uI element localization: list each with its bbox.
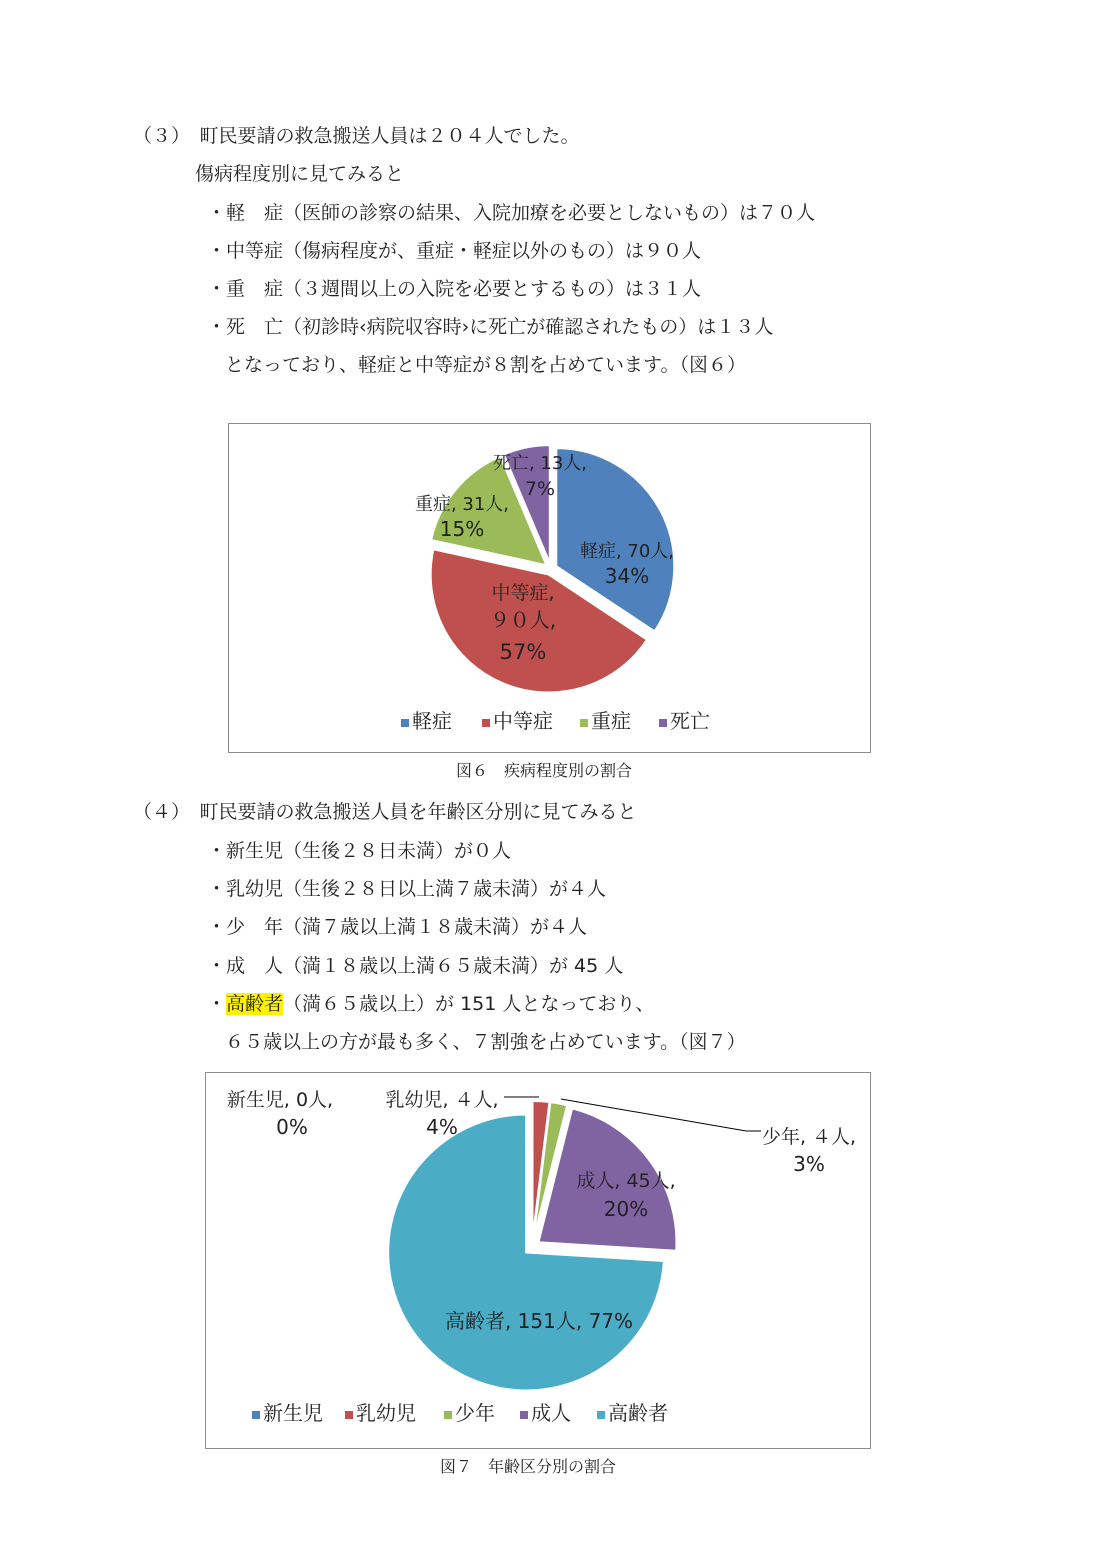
fig6-legend-label-軽症: 軽症: [412, 709, 452, 733]
fig7-label-infant-1: 乳幼児, ４人,: [385, 1089, 499, 1111]
fig6-label-moderate-3: 57%: [499, 640, 547, 664]
section4-item-elderly: [207, 992, 654, 1016]
figure6-chart-area: [228, 423, 871, 753]
section4-item-infant: ・乳幼児（生後２８日以上満７歳未満）が４人: [207, 878, 607, 900]
fig6-label-severe-2: 15%: [439, 517, 485, 541]
fig7-label-infant-2: 4%: [426, 1115, 458, 1139]
figure7-pie-chart: [206, 1073, 870, 1448]
fig6-legend-label-死亡: 死亡: [670, 709, 710, 733]
section3-intro: 傷病程度別に見てみると: [195, 163, 405, 185]
fig7-label-elderly: 高齢者, 151人, 77%: [444, 1309, 634, 1333]
section4-heading: （４） 町民要請の救急搬送人員を年齢区分別に見てみると: [133, 801, 637, 823]
fig6-label-mild-2: 34%: [604, 564, 650, 588]
fig6-label-moderate-2: ９０人,: [489, 608, 557, 632]
section3-item-moderate: ・中等症（傷病程度が、重症・軽症以外のもの）は９０人: [207, 240, 702, 262]
elderly-highlight: 高齢者: [226, 993, 284, 1015]
fig6-label-mild-1: 軽症, 70人,: [579, 541, 675, 562]
fig7-label-adult-1: 成人, 45人,: [576, 1170, 676, 1192]
figure6-caption: 図６ 疾病程度別の割合: [456, 761, 633, 780]
fig7-legend-swatch-新生児: [252, 1411, 260, 1419]
fig7-label-newborn-1: 新生児, 0人,: [226, 1089, 334, 1111]
section4-conclusion: ６５歳以上の方が最も多く、７割強を占めています。（図７）: [225, 1031, 746, 1053]
fig7-legend-swatch-成人: [520, 1411, 528, 1419]
figure6-pie-chart: [229, 424, 870, 752]
fig6-label-death-1: 死亡, 13人,: [492, 453, 588, 474]
figure7-caption: 図７ 年齢区分別の割合: [440, 1457, 617, 1476]
fig6-legend-swatch-軽症: [401, 719, 409, 727]
fig7-label-adult-2: 20%: [603, 1197, 649, 1221]
fig7-label-newborn-2: 0%: [276, 1115, 308, 1139]
section3-item-death: ・死 亡（初診時‹病院収容時›に死亡が確認されたもの）は１３人: [207, 316, 774, 338]
fig7-legend-label-少年: 少年: [455, 1401, 495, 1425]
fig7-legend-label-乳幼児: 乳幼児: [356, 1401, 416, 1425]
section3-item-mild: ・軽 症（医師の診察の結果、入院加療を必要としないもの）は７０人: [207, 202, 816, 224]
fig7-legend-swatch-乳幼児: [345, 1411, 353, 1419]
fig7-legend-swatch-高齢者: [597, 1411, 605, 1419]
section3-heading: （３） 町民要請の救急搬送人員は２０４人でした。: [133, 125, 580, 147]
fig6-legend-swatch-中等症: [482, 719, 490, 727]
fig6-legend-swatch-重症: [580, 719, 588, 727]
section4-item-newborn: ・新生児（生後２８日未満）が０人: [207, 840, 512, 862]
section3-conclusion: となっており、軽症と中等症が８割を占めています。（図６）: [225, 354, 746, 376]
section4-item-adult: ・成 人（満１８歳以上満６５歳未満）が 45 人: [207, 955, 624, 977]
elderly-rest: （満６５歳以上）が 151 人となっており、: [283, 993, 655, 1015]
fig6-legend-swatch-死亡: [659, 719, 667, 727]
section3-item-severe: ・重 症（３週間以上の入院を必要とするもの）は３１人: [207, 278, 702, 300]
fig6-legend-label-重症: 重症: [591, 709, 631, 733]
fig6-legend-label-中等症: 中等症: [493, 709, 553, 733]
fig6-label-severe-1: 重症, 31人,: [414, 494, 510, 515]
section4-item-youth: ・少 年（満７歳以上満１８歳未満）が４人: [207, 916, 588, 938]
fig7-label-youth-1: 少年, ４人,: [761, 1126, 857, 1148]
fig7-legend-label-成人: 成人: [531, 1401, 571, 1425]
figure6-legend: [401, 709, 710, 733]
fig6-label-death-2: 7%: [524, 478, 556, 500]
fig7-legend-label-高齢者: 高齢者: [608, 1401, 668, 1425]
fig7-label-youth-2: 3%: [793, 1152, 825, 1176]
fig6-label-moderate-1: 中等症,: [491, 582, 555, 604]
figure7-legend: [252, 1401, 668, 1425]
fig7-legend-swatch-少年: [444, 1411, 452, 1419]
elderly-bullet: ・: [207, 993, 227, 1015]
figure7-chart-area: [205, 1072, 871, 1449]
fig7-legend-label-新生児: 新生児: [263, 1401, 323, 1425]
